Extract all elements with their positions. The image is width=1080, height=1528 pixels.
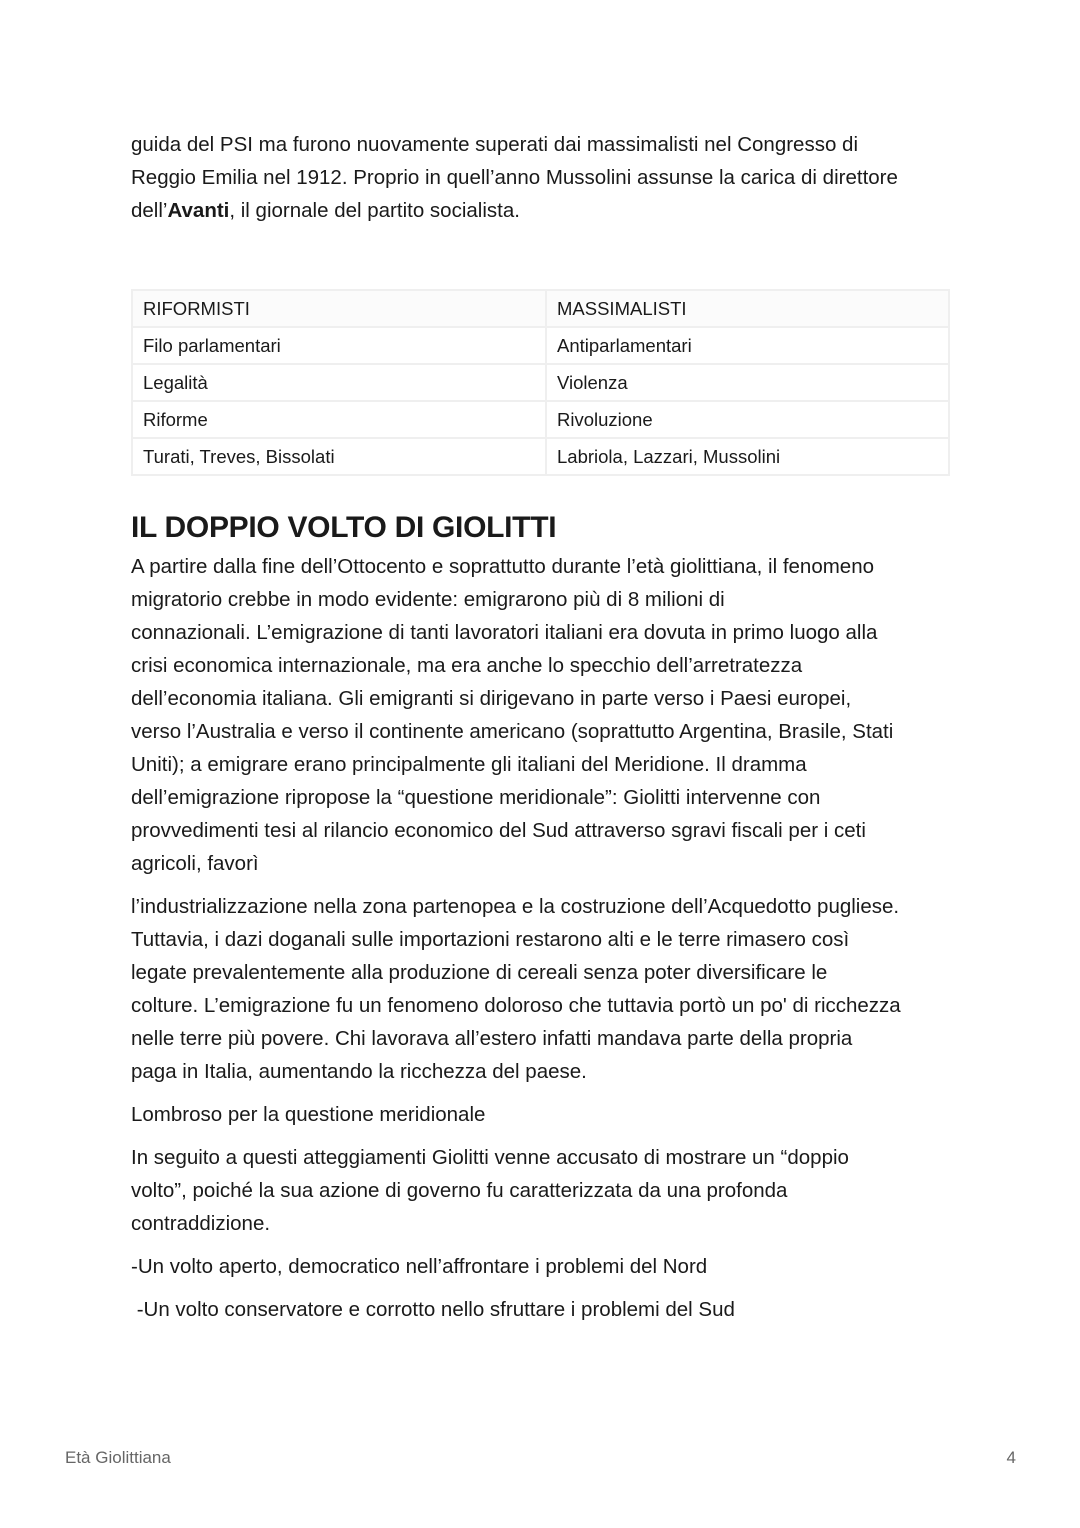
text-line: Tuttavia, i dazi doganali sulle importazioni restarono alti e le terre rimasero così <box>131 928 850 951</box>
text-line: connazionali. L’emigrazione di tanti lavoratori italiani era dovuta in primo luogo alla <box>131 621 878 644</box>
text-line: contraddizione. <box>131 1212 271 1235</box>
table-row <box>132 401 949 438</box>
intro-line-3-pre: dell’ <box>131 199 168 222</box>
avanti-bold: Avanti <box>167 199 230 222</box>
text-line: legate prevalentemente alla produzione di cereali senza poter diversificare le <box>131 961 828 984</box>
text-line: nelle terre più povere. Chi lavorava all’estero infatti mandava parte della propria <box>131 1027 853 1050</box>
page-content <box>131 128 951 1326</box>
text-line: Uniti); a emigrare erano principalmente gli italiani del Meridione. Il dramma <box>131 753 807 776</box>
section-title: IL DOPPIO VOLTO DI GIOLITTI <box>131 511 557 544</box>
text-line: dell’emigrazione ripropose la “questione meridionale”: Giolitti intervenne con <box>131 786 821 809</box>
table-cell: Turati, Treves, Bissolati <box>132 438 546 475</box>
bullet-south: -Un volto conservatore e corrotto nello sfruttare i problemi del Sud <box>131 1298 735 1321</box>
table-cell: Violenza <box>546 364 949 401</box>
text-line: dell’economia italiana. Gli emigranti si dirigevano in parte verso i Paesi europei, <box>131 687 852 710</box>
page-number: 4 <box>1006 1448 1016 1467</box>
text-line: A partire dalla fine dell’Ottocento e soprattutto durante l’età giolittiana, il fenomeno <box>131 555 875 578</box>
intro-paragraph <box>131 128 951 227</box>
paragraph-lombroso: Lombroso per la questione meridionale <box>131 1103 486 1126</box>
text-line: In seguito a questi atteggiamenti Giolitti venne accusato di mostrare un “doppio <box>131 1146 849 1169</box>
table-row <box>132 327 949 364</box>
table-cell: Legalità <box>132 364 546 401</box>
table-header-row <box>132 290 949 327</box>
text-line: colture. L’emigrazione fu un fenomeno doloroso che tuttavia portò un po' di ricchezza <box>131 994 901 1017</box>
text-line: provvedimenti tesi al rilancio economico del Sud attraverso sgravi fiscali per i ceti <box>131 819 866 842</box>
table-cell: Antiparlamentari <box>546 327 949 364</box>
footer-title: Età Giolittiana <box>65 1448 171 1467</box>
text-line: crisi economica internazionale, ma era anche lo specchio dell’arretratezza <box>131 654 803 677</box>
table-cell: Filo parlamentari <box>132 327 546 364</box>
intro-line-1: guida del PSI ma furono nuovamente superati dai massimalisti nel Congresso di <box>131 133 858 156</box>
text-line: verso l’Australia e verso il continente americano (soprattutto Argentina, Brasile, Stati <box>131 720 894 743</box>
paragraph-industrialization <box>131 890 951 1088</box>
table-cell: Rivoluzione <box>546 401 949 438</box>
text-line: migratorio crebbe in modo evidente: emigrarono più di 8 milioni di <box>131 588 725 611</box>
text-line: l’industrializzazione nella zona partenopea e la costruzione dell’Acquedotto pugliese. <box>131 895 900 918</box>
text-line: volto”, poiché la sua azione di governo fu caratterizzata da una profonda <box>131 1179 788 1202</box>
paragraph-double-face <box>131 1141 951 1240</box>
text-line: paga in Italia, aumentando la ricchezza del paese. <box>131 1060 587 1083</box>
intro-line-2: Reggio Emilia nel 1912. Proprio in quell’anno Mussolini assunse la carica di direttore <box>131 166 898 189</box>
table-row <box>132 364 949 401</box>
table-row <box>132 438 949 475</box>
header-massimalisti: MASSIMALISTI <box>546 290 949 327</box>
table-cell: Labriola, Lazzari, Mussolini <box>546 438 949 475</box>
table-cell: Riforme <box>132 401 546 438</box>
paragraph-emigration <box>131 550 951 880</box>
comparison-table <box>131 289 950 476</box>
header-riformisti: RIFORMISTI <box>132 290 546 327</box>
bullet-north: -Un volto aperto, democratico nell’affrontare i problemi del Nord <box>131 1255 708 1278</box>
intro-line-3-post: , il giornale del partito socialista. <box>229 199 520 222</box>
text-line: agricoli, favorì <box>131 852 259 875</box>
